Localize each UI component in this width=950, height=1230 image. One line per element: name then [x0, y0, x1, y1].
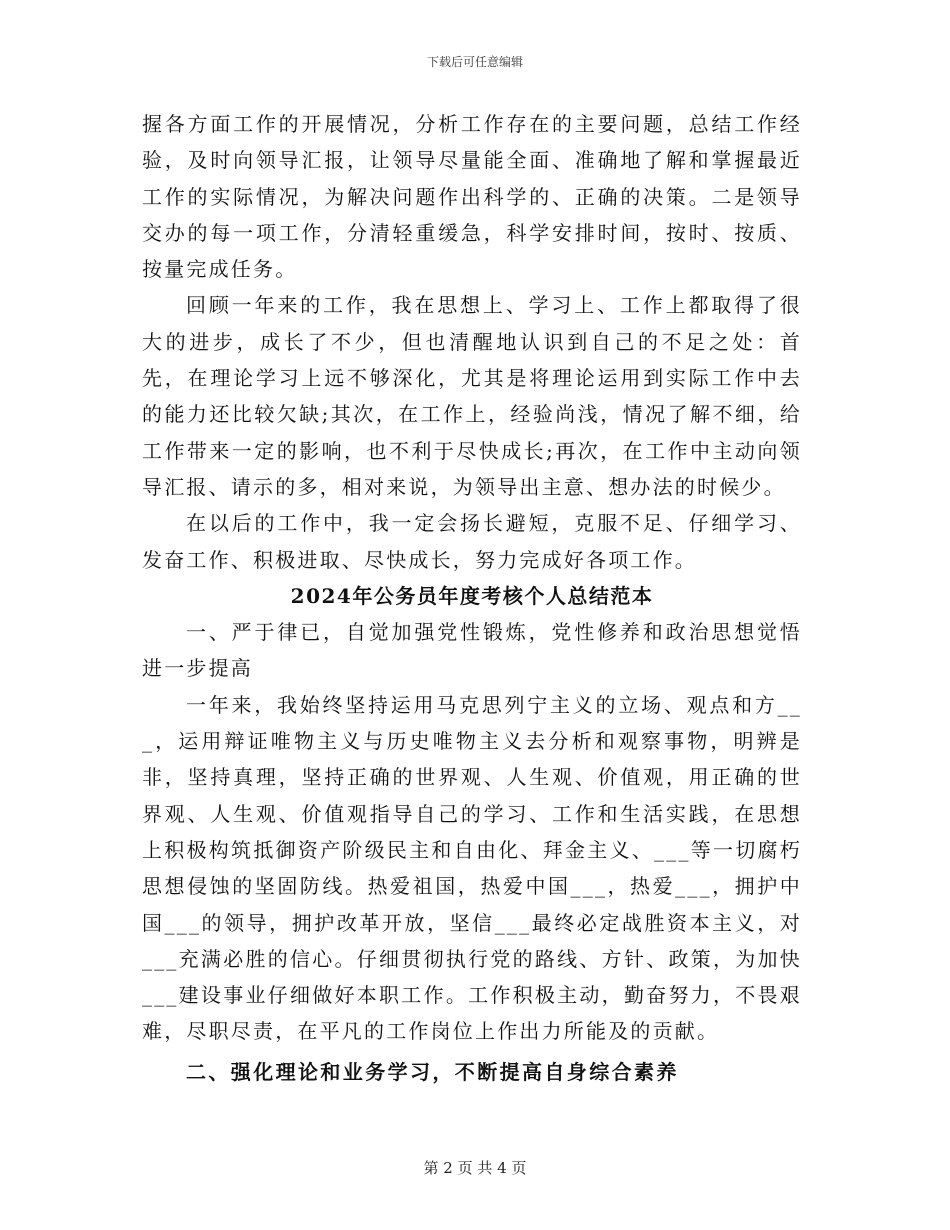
paragraph-political-thought: 一年来，我始终坚持运用马克思列宁主义的立场、观点和方___，运用辩证唯物主义与历史唯物主义去分析和观察事物，明辨是非，坚持真理，坚持正确的世界观、人生观、价值观，用正确的世界观、人生观、价值观指导自己的学习、工作和生活实践，在思想上积极构筑抵御资产阶级民主和自由化、拜金主义、___等一切腐朽思想侵蚀的坚固防线。热爱祖国，热爱中国___，热爱___，拥护中国___的领导，拥护改革开放，坚信___最终必定战胜资本主义，对___充满必胜的信心。仔细贯彻执行党的路线、方针、政策，为加快___建设事业仔细做好本职工作。工作积极主动，勤奋努力，不畏艰难，尽职尽责，在平凡的工作岗位上作出力所能及的贡献。: [142, 692, 802, 1044]
section-heading-2: 二、强化理论和业务学习，不断提高自身综合素养: [186, 1059, 679, 1084]
page-number-footer: 第 2 页 共 4 页: [423, 1159, 527, 1177]
paragraph-work-summary-end: 握各方面工作的开展情况，分析工作存在的主要问题，总结工作经验，及时向领导汇报，让领导尽量能全面、准确地了解和掌握最近工作的实际情况，为解决问题作出科学的、正确的决策。二是领导交办的每一项工作，分清轻重缓急，科学安排时间，按时、按质、按量完成任务。: [142, 112, 802, 282]
paragraph-future-plan: 在以后的工作中，我一定会扬长避短，克服不足、仔细学习、发奋工作、积极进取、尽快成长，努力完成好各项工作。: [142, 511, 802, 572]
paragraph-review-shortcomings: 回顾一年来的工作，我在思想上、学习上、工作上都取得了很大的进步，成长了不少，但也清醒地认识到自己的不足之处：首先，在理论学习上远不够深化，尤其是将理论运用到实际工作中去的能力还比较欠缺;其次，在工作上，经验尚浅，情况了解不细，给工作带来一定的影响，也不利于尽快成长;再次，在工作中主动向领导汇报、请示的多，相对来说，为领导出主意、想办法的时候少。: [142, 293, 802, 499]
section-heading-1: 一、严于律已，自觉加强党性锻炼，党性修养和政治思想觉悟进一步提高: [142, 620, 802, 681]
document-title: 2024年公务员年度考核个人总结范本: [290, 583, 654, 608]
page-header-note: 下载后可任意编辑: [426, 55, 523, 69]
document-body: [142, 106, 802, 1092]
